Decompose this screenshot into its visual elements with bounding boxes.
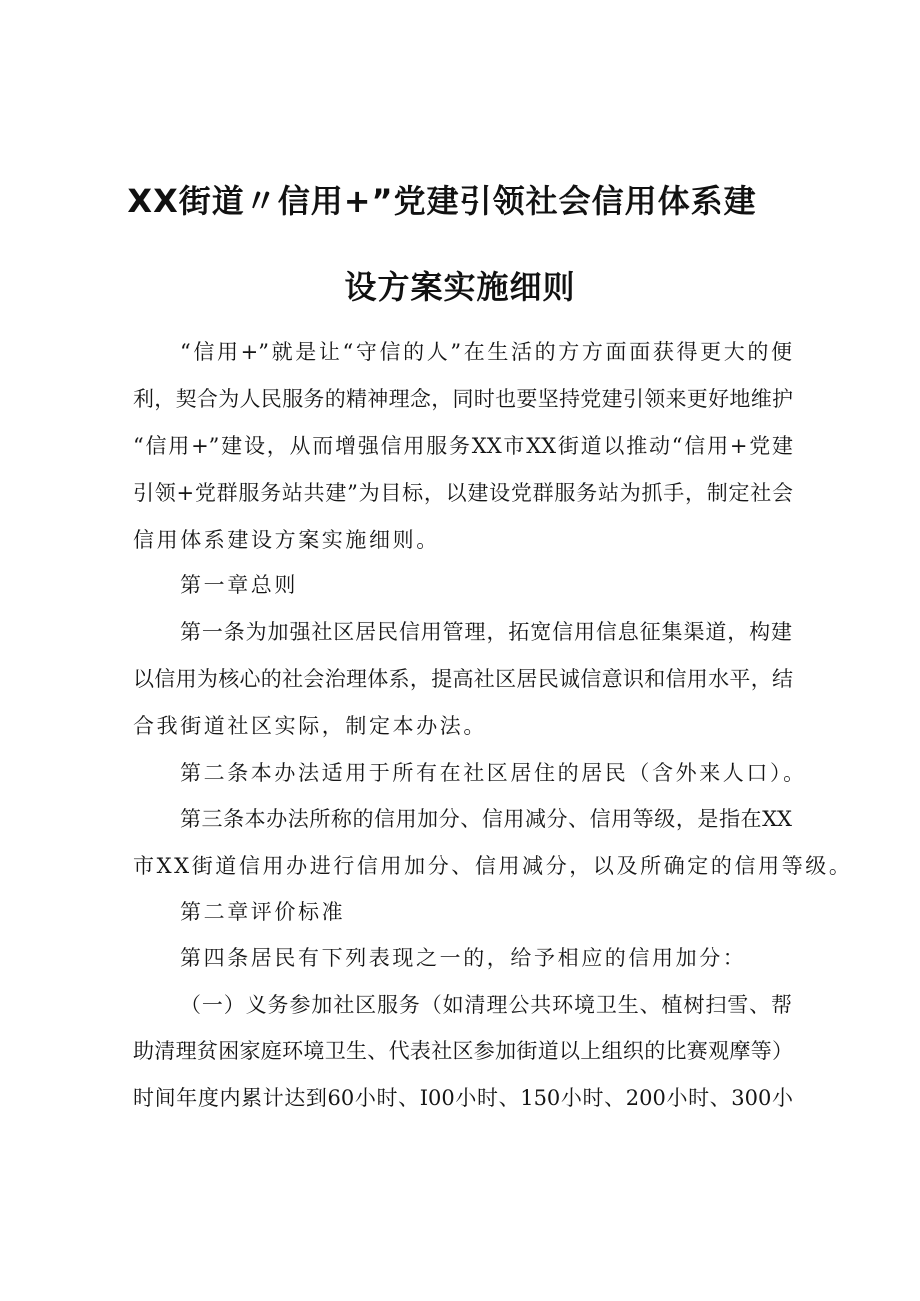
paragraph-line: 以信用为核心的社会治理体系，提高社区居民诚信意识和信用水平，结	[133, 667, 793, 691]
paragraph-line: 第二条本办法适用于所有在社区居住的居民（含外来人口）。	[180, 761, 807, 785]
paragraph-line: 第一条为加强社区居民信用管理，拓宽信用信息征集渠道，构建	[180, 620, 792, 644]
paragraph-line: 利，契合为人民服务的精神理念，同时也要坚持党建引领来更好地维护	[133, 387, 793, 411]
paragraph-line: 信用体系建设方案实施细则。	[133, 528, 440, 552]
paragraph-line: 市XX街道信用办进行信用加分、信用减分，以及所确定的信用等级。	[133, 854, 853, 878]
document-title-line-1: XX街道〃信用+”党建引领社会信用体系建	[127, 182, 757, 220]
paragraph-line: “信用+”就是让“守信的人”在生活的方方面面获得更大的便	[180, 340, 792, 364]
paragraph-line: 引领+党群服务站共建”为目标，以建设党群服务站为抓手，制定社会	[133, 481, 793, 505]
paragraph-line: 助清理贫困家庭环境卫生、代表社区参加街道以上组织的比赛观摩等）	[133, 1039, 793, 1063]
chapter-heading: 第一章总则	[180, 573, 298, 597]
paragraph-line: （一）义务参加社区服务（如清理公共环境卫生、植树扫雪、帮	[180, 993, 792, 1017]
paragraph-line: 第四条居民有下列表现之一的，给予相应的信用加分：	[180, 946, 747, 970]
paragraph-line: 时间年度内累计达到60小时、I00小时、150小时、200小时、300小	[133, 1086, 793, 1110]
document-title-line-2: 设方案实施细则	[344, 268, 576, 306]
chapter-heading: 第二章评价标准	[180, 900, 346, 924]
paragraph-line: “信用+”建设，从而增强信用服务XX市XX街道以推动“信用+党建	[133, 434, 793, 458]
paragraph-line: 合我街道社区实际，制定本办法。	[133, 714, 487, 738]
paragraph-line: 第三条本办法所称的信用加分、信用减分、信用等级，是指在XX	[180, 807, 792, 831]
